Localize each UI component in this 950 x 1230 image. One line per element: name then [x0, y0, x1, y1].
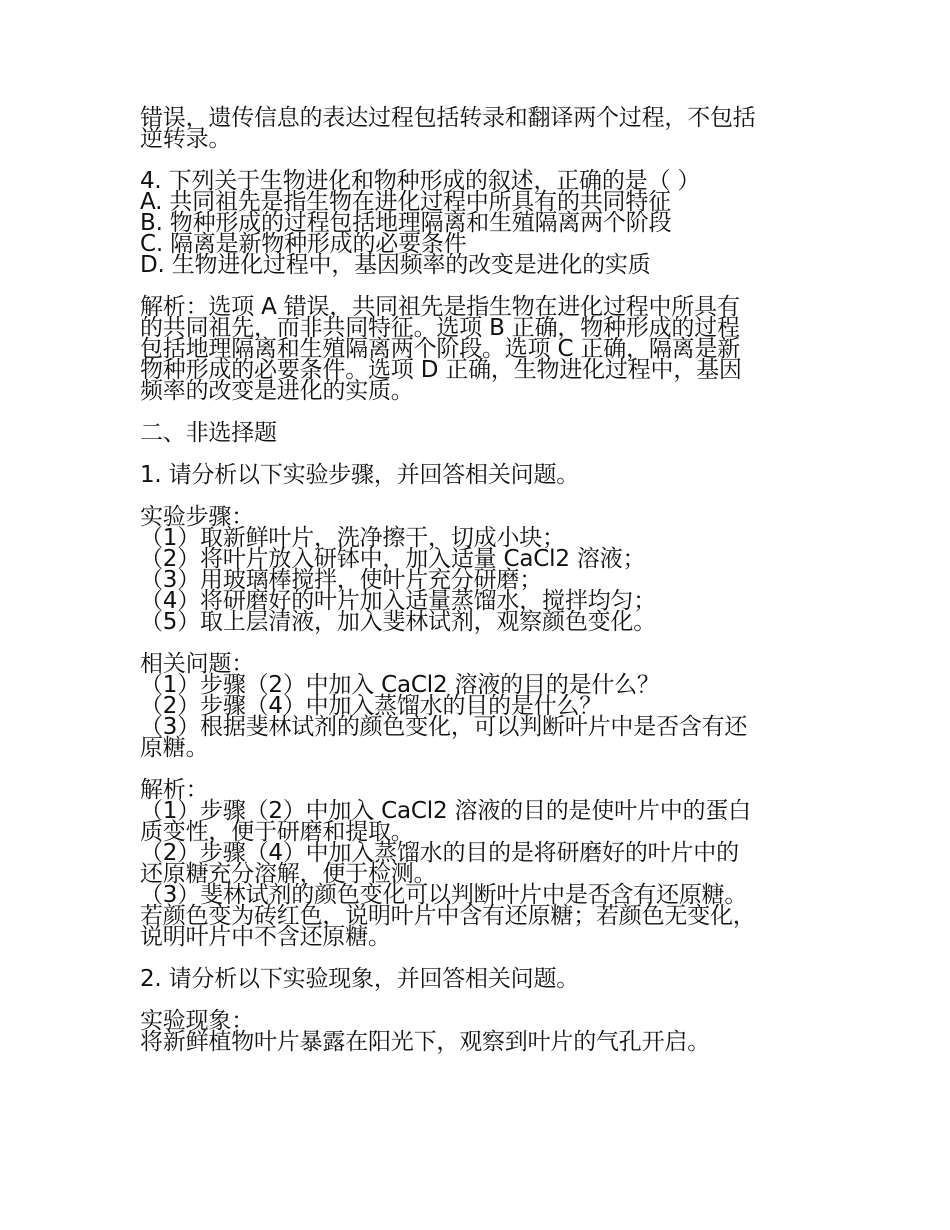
analysis-line: （3）斐林试剂的颜色变化可以判断叶片中是否含有还原糖。 — [140, 882, 748, 908]
option-b: B. 物种形成的过程包括地理隔离和生殖隔离两个阶段 — [140, 210, 672, 236]
question-stem: 4. 下列关于生物进化和物种形成的叙述，正确的是（ ） — [140, 168, 701, 194]
q1-steps — [140, 504, 820, 635]
step-item: （3）用玻璃棒搅拌，使叶片充分研磨； — [140, 567, 543, 593]
phenomenon-label: 实验现象： — [140, 1008, 255, 1034]
question-item: （2）步骤（4）中加入蒸馏水的目的是什么？ — [140, 693, 603, 719]
step-item: （4）将研磨好的叶片加入适量蒸馏水，搅拌均匀； — [140, 588, 657, 614]
step-item: （5）取上层清液，加入斐林试剂，观察颜色变化。 — [140, 609, 657, 635]
previous-explanation — [140, 105, 820, 152]
section-heading: 二、非选择题 — [140, 420, 277, 446]
steps-label: 实验步骤： — [140, 504, 255, 530]
question-item: （1）步骤（2）中加入 CaCl2 溶液的目的是什么？ — [140, 672, 660, 698]
phenomenon-text: 将新鲜植物叶片暴露在阳光下，观察到叶片的气孔开启。 — [140, 1029, 711, 1055]
section-title — [140, 420, 820, 446]
option-d: D. 生物进化过程中，基因频率的改变是进化的实质 — [140, 252, 651, 278]
question-4-analysis — [140, 294, 820, 404]
text-line: 逆转录。 — [140, 126, 232, 152]
analysis-line: 的共同祖先，而非共同特征。选项 B 正确，物种形成的过程 — [140, 315, 740, 341]
q2-phenomenon — [140, 1008, 820, 1055]
q1-analysis — [140, 777, 820, 950]
question-stem: 2. 请分析以下实验现象，并回答相关问题。 — [140, 966, 580, 992]
q2-stem — [140, 966, 820, 992]
analysis-line: 还原糖充分溶解，便于检测。 — [140, 861, 437, 887]
analysis-line: 质变性，便于研磨和提取。 — [140, 819, 414, 845]
analysis-line: （1）步骤（2）中加入 CaCl2 溶液的目的是使叶片中的蛋白 — [140, 798, 751, 824]
analysis-line: 频率的改变是进化的实质。 — [140, 378, 414, 404]
analysis-line: 物种形成的必要条件。选项 D 正确，生物进化过程中，基因 — [140, 357, 742, 383]
analysis-label: 解析： — [140, 777, 209, 803]
document-page — [140, 105, 820, 1074]
analysis-line: 解析：选项 A 错误，共同祖先是指生物在进化过程中所具有 — [140, 294, 740, 320]
step-item: （1）取新鲜叶片，洗净擦干，切成小块； — [140, 525, 565, 551]
question-4 — [140, 168, 820, 278]
q1-questions — [140, 651, 820, 761]
question-item: （3）根据斐林试剂的颜色变化，可以判断叶片中是否含有还 — [140, 714, 748, 740]
step-item: （2）将叶片放入研钵中，加入适量 CaCl2 溶液； — [140, 546, 646, 572]
option-a: A. 共同祖先是指生物在进化过程中所具有的共同特征 — [140, 189, 671, 215]
analysis-line: 包括地理隔离和生殖隔离两个阶段。选项 C 正确，隔离是新 — [140, 336, 741, 362]
question-item-continuation: 原糖。 — [140, 735, 209, 761]
analysis-line: 说明叶片中不含还原糖。 — [140, 924, 391, 950]
analysis-line: 若颜色变为砖红色，说明叶片中含有还原糖；若颜色无变化， — [140, 903, 756, 929]
questions-label: 相关问题： — [140, 651, 255, 677]
text-line: 错误，遗传信息的表达过程包括转录和翻译两个过程，不包括 — [140, 105, 756, 131]
q1-stem — [140, 462, 820, 488]
question-stem: 1. 请分析以下实验步骤，并回答相关问题。 — [140, 462, 580, 488]
analysis-line: （2）步骤（4）中加入蒸馏水的目的是将研磨好的叶片中的 — [140, 840, 739, 866]
option-c: C. 隔离是新物种形成的必要条件 — [140, 231, 467, 257]
